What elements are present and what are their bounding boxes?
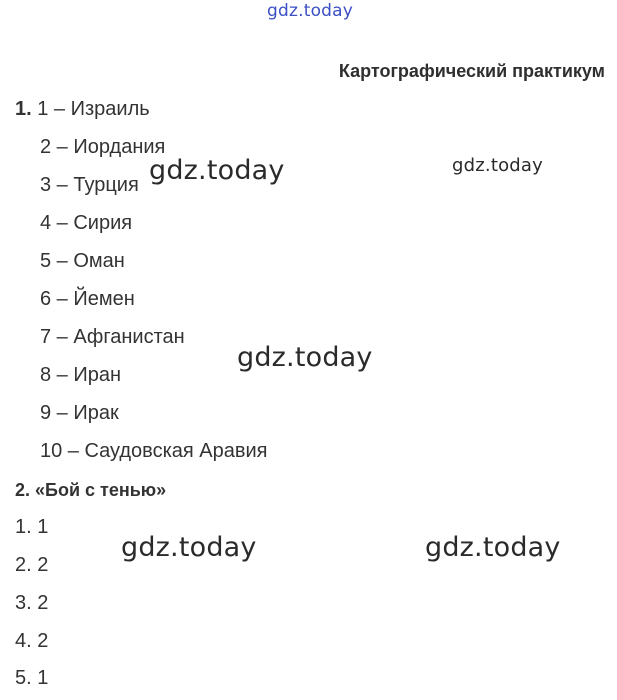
section-heading: 2. «Бой с тенью»: [15, 480, 167, 500]
answer-item: 4. 2: [15, 630, 49, 652]
section-number: 1.: [15, 98, 32, 120]
watermark: gdz.today: [237, 342, 373, 373]
page-title: Картографический практикум: [338, 61, 605, 81]
list-item: 6 – Йемен: [40, 288, 135, 310]
watermark: gdz.today: [121, 532, 257, 563]
watermark: gdz.today: [452, 155, 544, 176]
answer-item: 1. 1: [15, 516, 49, 538]
answer-item: 5. 1: [15, 667, 49, 689]
watermark: gdz.today: [425, 532, 561, 563]
watermark-top: gdz.today: [267, 1, 354, 21]
list-item: 2 – Иордания: [40, 136, 166, 158]
watermark: gdz.today: [149, 155, 285, 186]
country-label: 1 – Израиль: [37, 98, 150, 120]
answer-item: 2. 2: [15, 554, 49, 576]
list-item: 8 – Иран: [40, 364, 122, 386]
list-item: [15, 98, 150, 121]
answer-item: 3. 2: [15, 592, 49, 614]
list-item: 7 – Афганистан: [40, 326, 185, 348]
list-item: 4 – Сирия: [40, 212, 133, 234]
list-item: 3 – Турция: [40, 174, 139, 196]
list-item: 9 – Ирак: [40, 402, 119, 424]
list-item: 5 – Оман: [40, 250, 125, 272]
list-item: 10 – Саудовская Аравия: [40, 440, 268, 462]
